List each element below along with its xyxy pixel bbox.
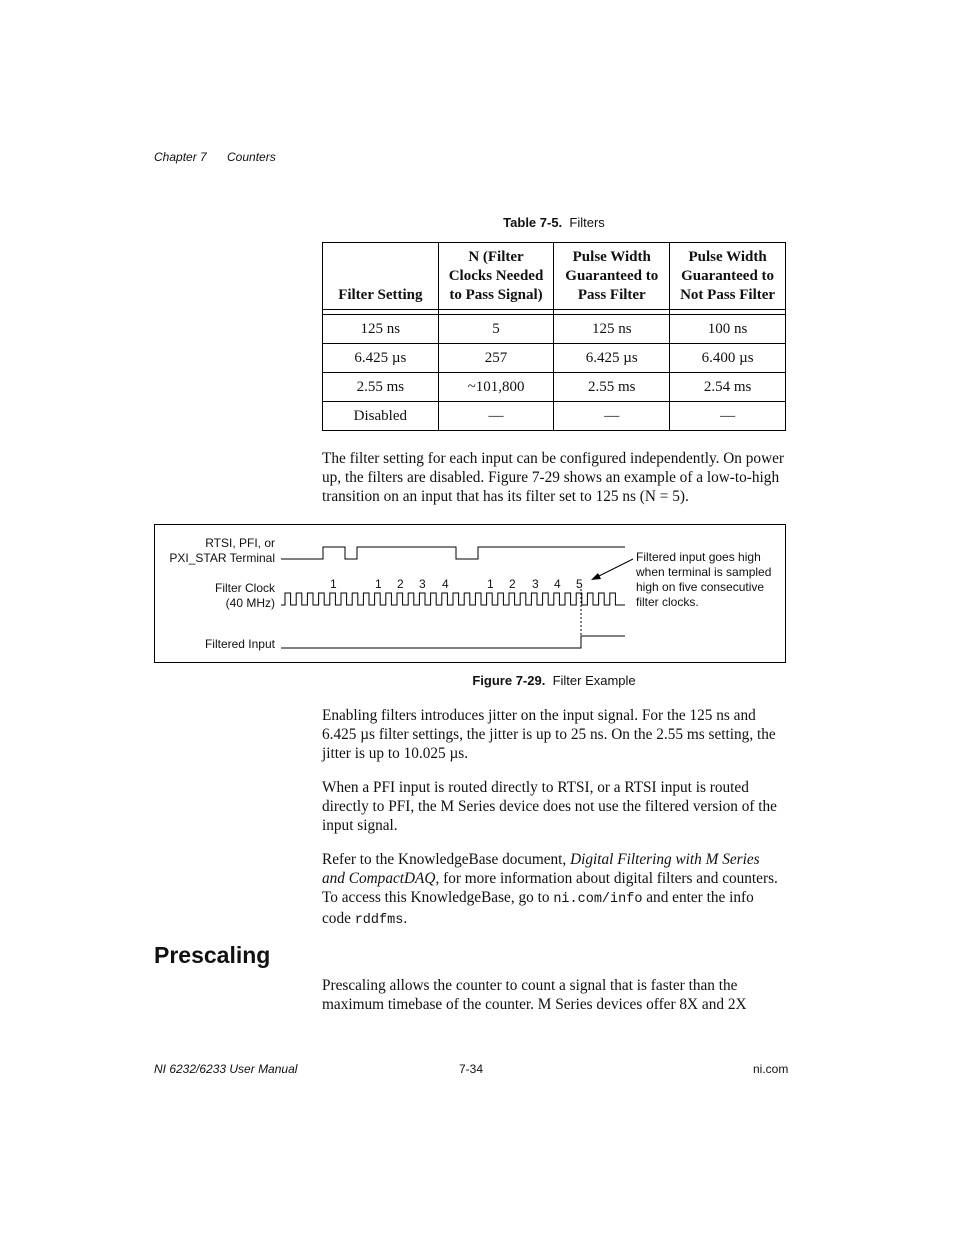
table-header-row [323, 243, 786, 310]
table-cell: 125 ns [323, 315, 439, 344]
table-caption-label: Table 7-5. [503, 215, 563, 230]
terminal-label: RTSI, PFI, or PXI_STAR Terminal [169, 536, 275, 565]
section-label: Counters [227, 150, 276, 164]
table-cell: 257 [438, 344, 554, 373]
clock-count: 1 [375, 577, 382, 591]
table-cell: — [438, 402, 554, 431]
body-paragraph-jitter: Enabling filters introduces jitter on the input signal. For the 125 ns and 6.425 µs filter settings, the jitter is up to 25 ns. On the 2.55 ms setting, the jitter is up to 10.025 µs. [322, 707, 776, 762]
col-header-filter-setting: Filter Setting [323, 243, 439, 310]
callout-note: Filtered input goes high when terminal is sampled high on five consecutive filter clocks. [636, 550, 772, 609]
clock-count: 3 [532, 577, 539, 591]
body-paragraph-filter-setting: The filter setting for each input can be configured independently. On power up, the filters are disabled. Figure 7-29 shows an example of a low-to-high transition on an input that has its filter set to 125 ns (N = 5). [322, 450, 784, 505]
table-caption [322, 215, 786, 230]
table-cell: 2.54 ms [670, 373, 786, 402]
table-cell: 6.425 µs [554, 344, 670, 373]
filtered-input-waveform [281, 636, 625, 648]
kb-document-title: Digital Filtering with M Series and CompactDAQ [322, 851, 760, 887]
table-cell: Disabled [323, 402, 439, 431]
clock-waveform [281, 593, 625, 605]
table-cell: — [670, 402, 786, 431]
table-cell: 2.55 ms [323, 373, 439, 402]
clock-label: Filter Clock (40 MHz) [214, 581, 275, 610]
clock-count: 2 [397, 577, 404, 591]
body-paragraph-knowledgebase: Refer to the KnowledgeBase document, Digital Filtering with M Series and CompactDAQ, for more information about digital filters and counters. To access this KnowledgeBase, go to ni.com/info and enter the info code rddfms. [322, 851, 778, 928]
table-cell: 6.425 µs [323, 344, 439, 373]
table-cell: 100 ns [670, 315, 786, 344]
footer-manual-title: NI 6232/6233 User Manual [154, 1062, 298, 1076]
footer-site[interactable]: ni.com [753, 1062, 789, 1076]
terminal-waveform [281, 547, 625, 559]
figure-caption-text: Filter Example [552, 673, 636, 688]
table-cell: ~101,800 [438, 373, 554, 402]
section-heading: Prescaling [154, 942, 271, 968]
chapter-label: Chapter 7 [154, 150, 207, 164]
col-header-pulse-pass: Pulse Width Guaranteed to Pass Filter [554, 243, 670, 310]
table-row [323, 373, 786, 402]
clock-count: 3 [419, 577, 426, 591]
table-row [323, 315, 786, 344]
figure-caption-label: Figure 7-29. [472, 673, 546, 688]
table-cell: 125 ns [554, 315, 670, 344]
clock-count: 2 [509, 577, 516, 591]
col-header-pulse-not-pass: Pulse Width Guaranteed to Not Pass Filter [670, 243, 786, 310]
clock-count: 5 [576, 577, 583, 591]
table-caption-text: Filters [569, 215, 605, 230]
callout-arrow-line [597, 559, 633, 577]
body-paragraph-prescaling: Prescaling allows the counter to count a signal that is faster than the maximum timebase of the counter. M Series devices offer 8X and 2X [322, 977, 747, 1013]
table-row [323, 344, 786, 373]
figure-filter-example [154, 524, 786, 663]
callout-arrow-head [591, 573, 601, 580]
table-cell: 6.400 µs [670, 344, 786, 373]
kb-url[interactable]: ni.com/info [553, 892, 643, 907]
info-code: rddfms [354, 913, 404, 928]
table-cell: — [554, 402, 670, 431]
figure-caption [322, 673, 786, 688]
filtered-input-label: Filtered Input [204, 637, 275, 651]
col-header-n-filter-clocks: N (Filter Clocks Needed to Pass Signal) [438, 243, 554, 310]
clock-count: 4 [554, 577, 561, 591]
table-row [323, 402, 786, 431]
body-paragraph-routing: When a PFI input is routed directly to RTSI, or a RTSI input is routed directly to PFI, the M Series device does not use the filtered version of the input signal. [322, 779, 777, 834]
clock-count: 1 [487, 577, 494, 591]
table-cell: 5 [438, 315, 554, 344]
clock-count: 4 [442, 577, 449, 591]
footer-page-number: 7-34 [459, 1062, 484, 1076]
clock-count: 1 [330, 577, 337, 591]
table-cell: 2.55 ms [554, 373, 670, 402]
filters-table [322, 242, 786, 431]
